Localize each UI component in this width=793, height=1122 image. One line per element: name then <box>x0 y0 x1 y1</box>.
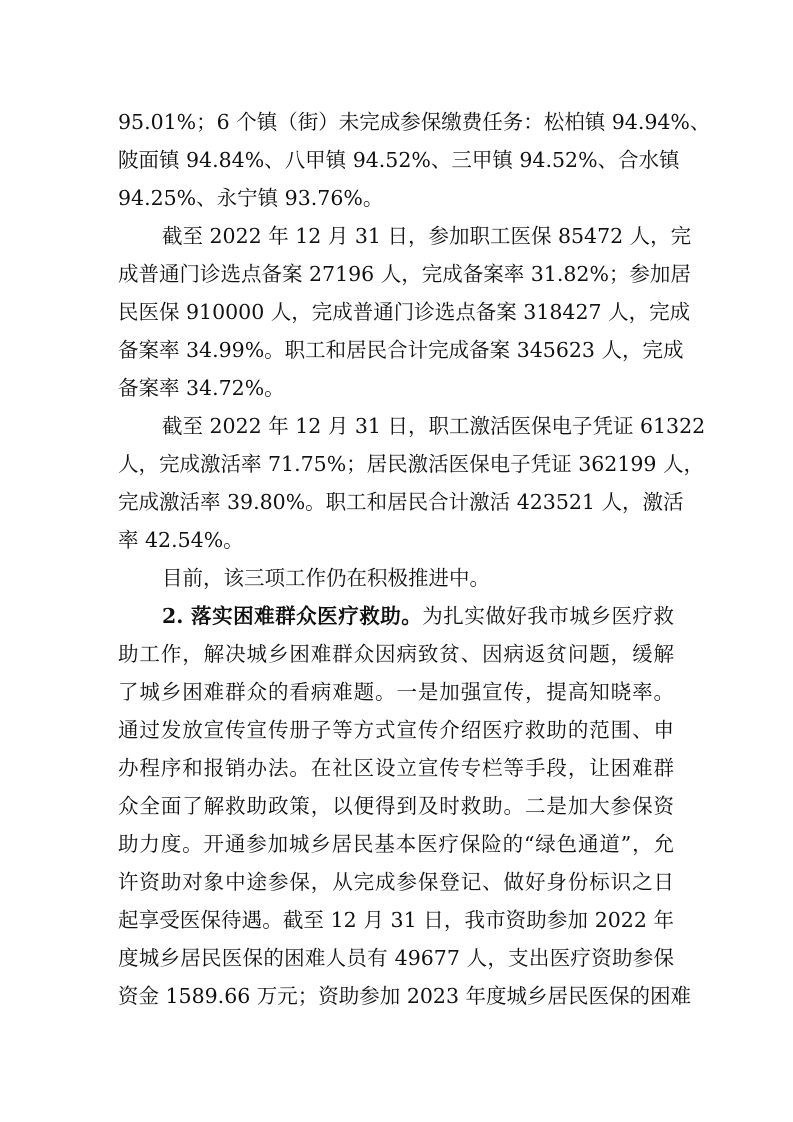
text-line: 办程序和报销办法。在社区设立宣传专栏等手段，让困难群 <box>118 756 674 780</box>
text-line: 度城乡居民医保的困难人员有 49677 人，支出医疗资助参保 <box>118 946 674 970</box>
text-line: 起享受医保待遇。截至 12 月 31 日，我市资助参加 2022 年 <box>118 908 674 932</box>
text-line: 民医保 910000 人，完成普通门诊选点备案 318427 人，完成 <box>118 300 691 324</box>
paragraph-town-rates <box>118 103 711 217</box>
paragraph-e-voucher <box>118 407 706 559</box>
text-line: 94.25%、永宁镇 93.76%。 <box>118 186 384 210</box>
text-line: 截至 2022 年 12 月 31 日，参加职工医保 85472 人，完 <box>162 224 692 248</box>
section-heading: 2. 落实困难群众医疗救助。 <box>162 604 423 628</box>
text-line: 助工作，解决城乡困难群众因病致贫、因病返贫问题，缓解 <box>118 642 674 666</box>
text-line: 众全面了解救助政策，以便得到及时救助。二是加大参保资 <box>118 794 674 818</box>
text-line: 95.01%；6 个镇（街）未完成参保缴费任务：松柏镇 94.94%、 <box>118 110 711 134</box>
text-line: 陂面镇 94.84%、八甲镇 94.52%、三甲镇 94.52%、合水镇 <box>118 148 680 172</box>
text-line: 备案率 34.99%。职工和居民合计完成备案 345623 人，完成 <box>118 338 684 362</box>
text-line <box>118 597 674 635</box>
text-line: 成普通门诊选点备案 27196 人，完成备案率 31.82%；参加居 <box>118 262 691 286</box>
text-line: 通过发放宣传宣传册子等方式宣传介绍医疗救助的范围、申 <box>118 718 674 742</box>
text-line: 了城乡困难群众的看病难题。一是加强宣传，提高知晓率。 <box>118 680 674 704</box>
text-line: 资金 1589.66 万元；资助参加 2023 年度城乡居民医保的困难 <box>118 984 692 1008</box>
text-line: 助力度。开通参加城乡居民基本医疗保险的“绿色通道”，允 <box>118 832 674 856</box>
text-line: 备案率 34.72%。 <box>118 376 285 400</box>
paragraph-outpatient-filing <box>118 217 692 407</box>
text-line: 完成激活率 39.80%。职工和居民合计激活 423521 人，激活 <box>118 490 684 514</box>
text-line: 率 42.54%。 <box>118 528 244 552</box>
paragraph-medical-assistance <box>118 597 692 1015</box>
text-line: 许资助对象中途参保，从完成参保登记、做好身份标识之日 <box>118 870 674 894</box>
text-line: 目前，该三项工作仍在积极推进中。 <box>162 566 490 590</box>
text-line: 人，完成激活率 71.75%；居民激活医保电子凭证 362199 人， <box>118 452 704 476</box>
document-page <box>118 103 711 1015</box>
text-line: 截至 2022 年 12 月 31 日，职工激活医保电子凭证 61322 <box>162 414 706 438</box>
text-run: 为扎实做好我市城乡医疗救 <box>422 604 674 628</box>
paragraph-progress <box>118 559 674 597</box>
